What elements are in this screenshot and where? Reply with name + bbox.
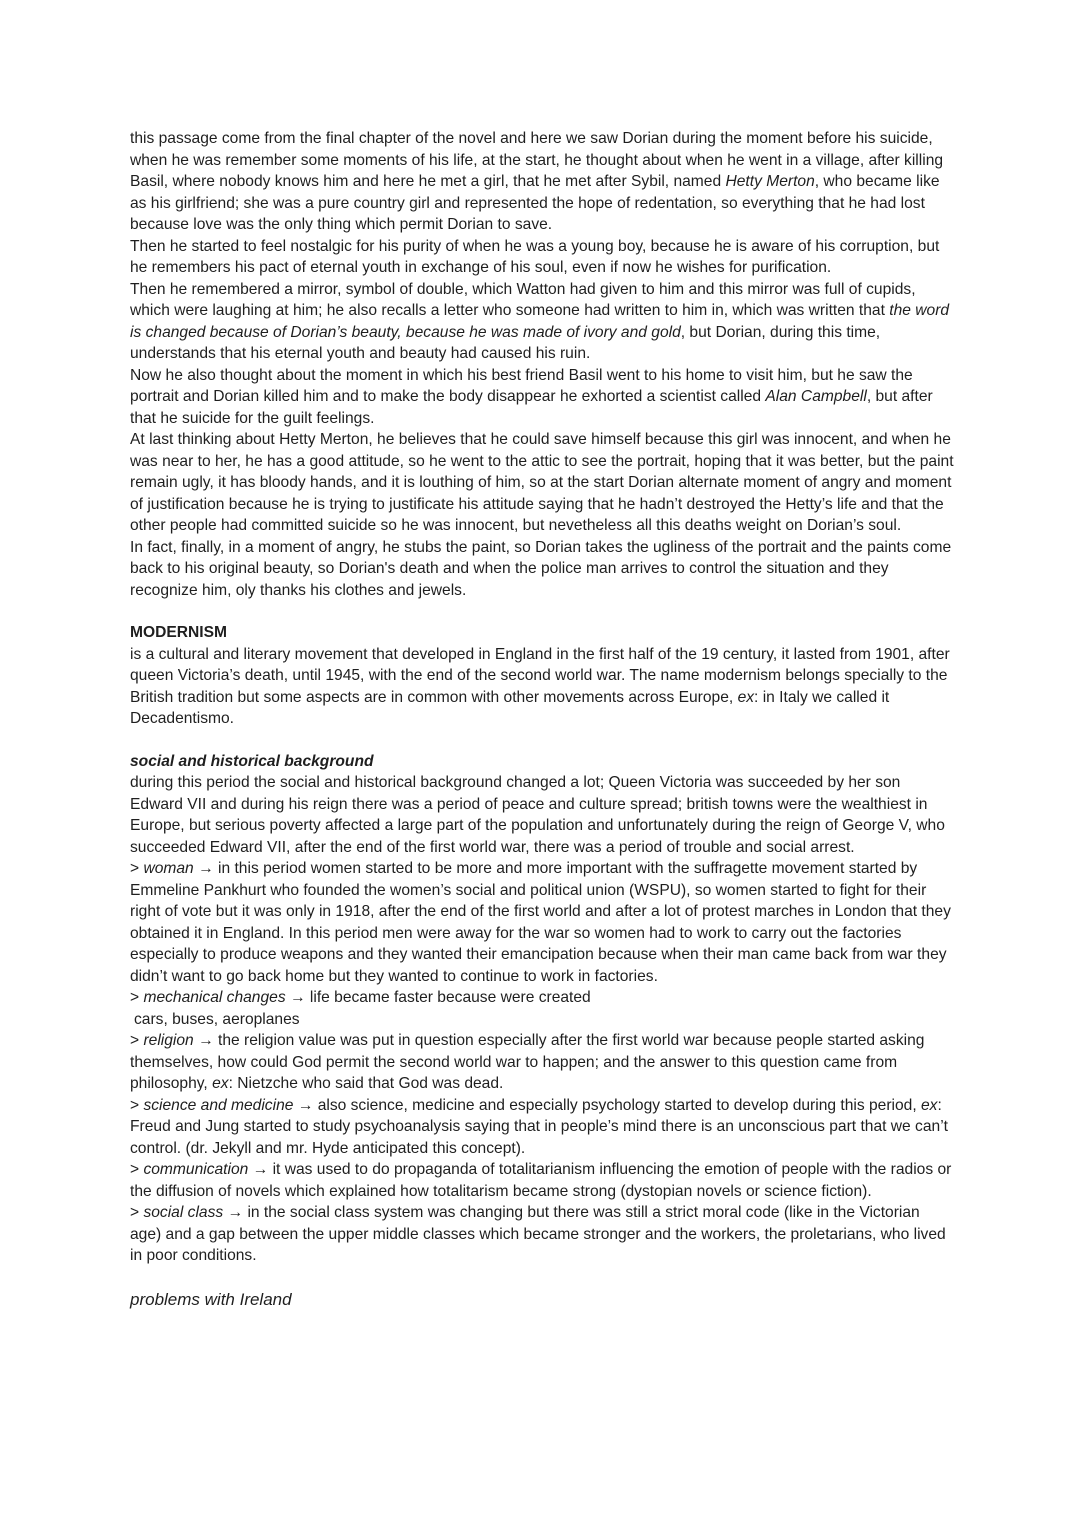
dorian-paragraph-2: Then he started to feel nostalgic for his purity of when he was a young boy, because he is aware of his corruption, but he remembers his pact of eternal youth in exchange of his soul, even if now he wishes for purification. (130, 237, 940, 276)
modernism-intro: is a cultural and literary movement that developed in England in the first half of the 19 century, it lasted from 1901, after queen Victoria’s death, until 1945, with the end of the second world war. The name modernism belongs specially to the British tradition but some aspects are in common with other movements across Europe, ex: in Italy we called it Decadentismo. (130, 645, 950, 727)
letter-quote: the word is changed because of Dorian’s beauty, because he was made of ivory and gold (130, 302, 950, 341)
document-page (130, 128, 955, 1310)
bullet-religion: > religion → the religion value was put in question especially after the first world war because people started asking themselves, how could God permit the second world war to happen; and the answer to this question came from philosophy, ex: Nietzche who said that God was dead. (130, 1032, 925, 1092)
bullet-mechanical-cont: cars, buses, aeroplanes (134, 1010, 300, 1028)
dorian-paragraph-6: In fact, finally, in a moment of angry, he stubs the paint, so Dorian takes the ugliness of the portrait and the paints come back to his original beauty, so Dorian's death and when the police man arrives to control the situation and they recognize him, oly thanks his clothes and jewels. (130, 538, 952, 599)
dorian-paragraph-1: this passage come from the final chapter of the novel and here we saw Dorian during the moment before his suicide, when he was remember some moments of his life, at the start, he thought about when he went in a village, after killing Basil, where nobody knows him and here he met a girl, that he met after Sybil, named Hetty Merton, who became like as his girlfriend; she was a pure country girl and represented the hope of redentation, so everything that he had lost because love was the only thing which permit Dorian to save. (130, 130, 944, 233)
background-heading: social and historical background (130, 752, 374, 770)
dorian-paragraph-4: Now he also thought about the moment in which his best friend Basil went to his home to visit him, but he saw the portrait and Dorian killed him and to make the body disappear he exhorted a scientist called Alan Campbell, but after that he suicide for the guilt feelings. (130, 366, 933, 427)
bullet-mechanical: > mechanical changes → life became faster because were created (130, 989, 591, 1006)
alan-campbell-name: Alan Campbell (765, 388, 867, 405)
dorian-paragraph-3: Then he remembered a mirror, symbol of double, which Watton had given to him and this mirror was full of cupids, which were laughing at him; he also recalls a letter who someone had written to him in, which was written that the word is changed because of Dorian’s beauty, because he was made of ivory and gold, but Dorian, during this time, understands that his eternal youth and beauty had caused his ruin. (130, 280, 950, 362)
hetty-merton-name: Hetty Merton (725, 173, 815, 190)
background-intro: during this period the social and historical background changed a lot; Queen Victoria was succeeded by her son Edward VII and during his reign there was a period of peace and culture spread; british towns were the wealthiest in Europe, but serious poverty affected a large part of the population and unfortunately during the reign of George V, who succeeded Edward VII, after the end of the first world war, there was a period of trouble and social arrest. (130, 774, 945, 856)
modernism-heading: MODERNISM (130, 624, 228, 641)
bullet-woman: > woman → in this period women started to be more and more important with the suffragette movement started by Emmeline Pankhurt who founded the women’s social and political union (WSPU), so women started to fight for their right of vote but it was only in 1918, after the end of the first world and after a lot of protest marches in London that they obtained it in England. In this period men were away for the war so women had to work to carry out the factories especially to produce weapons and they wanted their emancipation because when their man came back from war they didn’t want to go back home but they wanted to continue to work in factories. (130, 860, 951, 985)
bullet-social-class: > social class → in the social class system was changing but there was still a strict moral code (like in the Victorian age) and a gap between the upper middle classes which became stronger and the workers, the proletarians, who lived in poor conditions. (130, 1204, 946, 1264)
bullet-communication: > communication → it was used to do propaganda of totalitarianism influencing the emotion of people with the radios or the diffusion of novels which explained how totalitarism became strong (dystopian novels or science fiction). (130, 1161, 952, 1200)
bullet-science: > science and medicine → also science, medicine and especially psychology started to develop during this period, ex: Freud and Jung started to study psychoanalysis saying that in people’s mind there is an unconscious part that we can’t control. (dr. Jekyll and mr. Hyde anticipated this concept). (130, 1096, 948, 1157)
ireland-heading: problems with Ireland (130, 1289, 292, 1309)
dorian-paragraph-5: At last thinking about Hetty Merton, he believes that he could save himself because this girl was innocent, and when he was near to her, he has a good attitude, so he went to the attic to see the portrait, hoping that it was better, but the paint remain ugly, it has bloody hands, and it is louthing of him, so at the start Dorian alternate moment of angry and moment of justification because he is trying to justificate his attitude saying that he hadn’t destroyed the Hetty’s life and that the other people had committed suicide so he was innocent, but nevetheless all this deaths weight on Dorian’s soul. (130, 431, 954, 534)
